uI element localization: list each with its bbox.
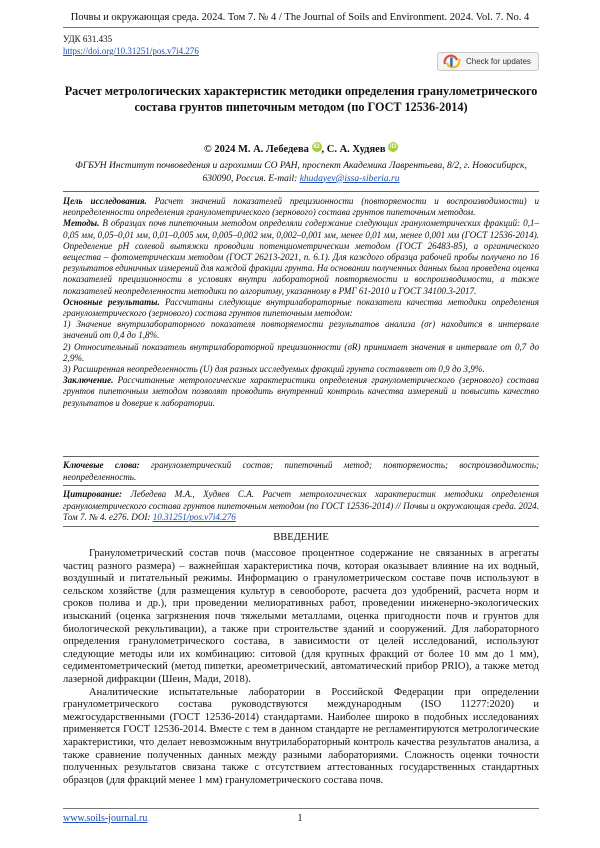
footer-rule — [63, 808, 539, 809]
result-item-1: 1) Значение внутрилабораторного показателя повторяемости результатов анализа (σr) находится в интервале значений от 0,4 до 1,8%. — [63, 319, 539, 341]
orcid-icon[interactable]: iD — [312, 142, 322, 152]
aim-label: Цель исследования. — [63, 196, 147, 206]
aim-text: Расчет значений показателей прецизионности (повторяемости и воспроизводимости) и неопределенности определения гранулометрического (зернового) состава грунтов пипеточным методом. — [63, 196, 539, 217]
result-item-3: 3) Расширенная неопределенность (U) для разных исследуемых фракций грунта составляет от 0,9 до 3,9%. — [63, 364, 539, 375]
intro-paragraph-1: Гранулометрический состав почв (массовое процентное содержание не связанных в агрегаты частиц разного размера) – важнейшая характеристика почв, которая оказывает влияние на их водный, воздушный и питательный режимы. Информацию о гранулометрическом составе почв используют в сельском хозяйстве (для размещения культур в севообороте, расчета доз удобрений, расчета норм и сроков полива и др.), при проведении мелиоративных работ, проведении инженерно-экологических изысканий (оценка загрязнения почв тяжелыми металлами, оценка пригодности почв и грунтов для биологической рекультивации), а также при строительстве зданий и сооружений. Для лабораторного определения гранулометрического состава, в зависимости от целей исследований, используют следующие методы или их комбинацию: ситовой (для крупных фракций от более 10 мм до 1 мм), седиментометрический (метод пипетки, ареометрический, автоматический прибор PRIO), а также метод лазерной дифракции (Шеин, Мади, 2018). — [63, 548, 539, 687]
citation-doi-link[interactable]: 10.31251/pos.v7i4.276 — [153, 512, 236, 522]
intro-paragraph-2: Аналитические испытательные лаборатории в Российской Федерации при определении гранулометрического состава руководствуются международным (ISO 11277:2020) и межгосударственными (ГОСТ 12536-2014) стандартами. Наиболее широко в подобных исследованиях применяется ГОСТ 12536-2014. Вместе с тем в данном стандарте не регламентируются метрологические характеристики, что делает невозможным внутрилабораторный контроль качества результатов анализа, а также сравнение полученных данных между разными лабораториями. Сложность оценки точности полученных результатов связана также с отсутствием аттестованных государственных стандартных образцов (для фракций менее 1 мм) гранулометрического состава почв. — [63, 687, 539, 788]
running-header: Почвы и окружающая среда. 2024. Том 7. № 4 / The Journal of Soils and Environment. 2024. Vol. 7. No. 4 — [0, 11, 600, 24]
affiliation — [63, 160, 539, 185]
page-number: 1 — [0, 813, 600, 824]
keywords-text: гранулометрический состав; пипеточный метод; повторяемость; воспроизводимость; неопределенность. — [63, 460, 539, 482]
author-1: © 2024 М. А. Лебедева — [204, 144, 309, 155]
introduction-body — [63, 548, 539, 787]
conclusion-label: Заключение. — [63, 375, 113, 385]
journal-site-link[interactable]: www.soils-journal.ru — [63, 813, 147, 824]
article-title: Расчет метрологических характеристик методики определения гранулометрического состава грунтов пипеточным методом (по ГОСТ 12536-2014) — [63, 84, 539, 115]
methods-label: Методы. — [63, 218, 99, 228]
citation-rule — [63, 526, 539, 527]
results-text: Рассчитаны следующие внутрилабораторные показатели качества методики определения гранулометрического (зернового) состава грунтов пипеточным методом: — [63, 297, 539, 318]
authors — [63, 142, 539, 157]
citation-text: Лебедева М.А., Худяев С.А. Расчет метрологических характеристик методики определения гранулометрического состава грунтов пипеточным методом (по ГОСТ 12536-2014) // Почвы и окружающая среда. 2024. Том 7. № 4. e276. DOI: — [63, 489, 539, 522]
author-2: , С. А. Худяев — [322, 144, 386, 155]
conclusion-text: Рассчитанные метрологические характеристики определения гранулометрического (зернового) состава грунтов пипеточным методом позволят проводить внутренний контроль качества измерений и повысить качество результатов и доверие к лаборатории. — [63, 375, 539, 407]
affiliation-text: ФГБУН Институт почвоведения и агрохимии СО РАН, проспект Академика Лаврентьева, 8/2, г. Новосибирск, 630090, Россия. E-mail: — [75, 161, 527, 184]
citation-label: Цитирование: — [63, 489, 122, 499]
abstract-bottom-rule — [63, 456, 539, 457]
citation — [63, 489, 539, 524]
keywords — [63, 460, 539, 483]
orcid-icon[interactable]: iD — [388, 142, 398, 152]
check-for-updates-icon — [442, 54, 462, 69]
section-heading-introduction: ВВЕДЕНИЕ — [63, 531, 539, 544]
check-for-updates-button[interactable] — [437, 52, 539, 71]
keywords-rule — [63, 485, 539, 486]
results-label: Основные результаты. — [63, 297, 160, 307]
check-for-updates-label: Check for updates — [466, 57, 531, 66]
result-item-2: 2) Относительный показатель внутрилабораторной прецизионности (σR) принимает значения в интервале от 0,7 до 2,9%. — [63, 342, 539, 364]
abstract — [63, 196, 539, 409]
header-rule — [63, 27, 539, 28]
udk-code: УДК 631.435 — [63, 33, 112, 45]
methods-text: В образцах почв пипеточным методом определяли содержание следующих гранулометрических фракций: 0,1–0,05 мм, 0,05–0,01 мм, 0,01–0,005 мм, 0,005–0,002 мм, 0,002–0,001 мм, менее 0,01 мм, менее 0,001 мм (ГОСТ 12536-2014). Определение pH солевой вытяжки проводили потенциометрическим методом (ГОСТ 26483-85), а органического вещества – фотометрическим методом (ГОСТ 26213-2021, п. 6.1). Для каждого образца рабочей пробы получено по 16 результатов единичных измерений для каждой фракции грунта. На основании полученных данных была проведена оценка показателей прецизионности в условиях внутри лабораторной повторяемости и воспроизводимости, а также показателей неопределенности методики по алгоритму, указанному в РМГ 61-2010 и ГОСТ 34100.3-2017. — [63, 218, 539, 295]
abstract-top-rule — [63, 191, 539, 192]
keywords-label: Ключевые слова: — [63, 460, 140, 470]
doi-link[interactable]: https://doi.org/10.31251/pos.v7i4.276 — [63, 45, 199, 57]
email-link[interactable]: khudayev@issa-siberia.ru — [300, 174, 400, 184]
